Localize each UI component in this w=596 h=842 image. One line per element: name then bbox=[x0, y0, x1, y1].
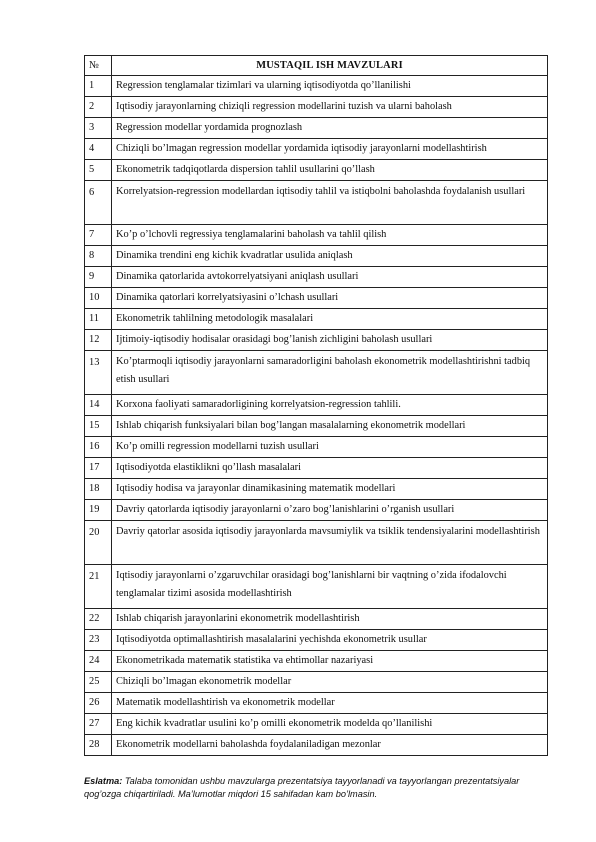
row-number: 25 bbox=[85, 672, 112, 693]
topic-title: Dinamika qatorlari korrelyatsiyasini o’lchash usullari bbox=[112, 288, 548, 309]
table-row bbox=[85, 609, 548, 630]
row-number: 14 bbox=[85, 395, 112, 416]
table-row bbox=[85, 309, 548, 330]
footnote-text: Talaba tomonidan ushbu mavzularga prezentatsiya tayyorlanadi va tayyorlangan prezentatsiyalar qog’ozga chiqartiriladi. Ma’lumotlar miqdori 15 sahifadan kam bo’lmasin. bbox=[84, 776, 520, 799]
topic-title: Ishlab chiqarish jarayonlarini ekonometrik modellashtirish bbox=[112, 609, 548, 630]
table-row bbox=[85, 630, 548, 651]
table-row bbox=[85, 651, 548, 672]
table-row bbox=[85, 139, 548, 160]
topic-title: Ko’p o’lchovli regressiya tenglamalarini baholash va tahlil qilish bbox=[112, 225, 548, 246]
topic-title: Iqtisodiyotda elastiklikni qo’llash masalalari bbox=[112, 458, 548, 479]
row-number: 26 bbox=[85, 693, 112, 714]
topic-title: Eng kichik kvadratlar usulini ko’p omilli ekonometrik modelda qo’llanilishi bbox=[112, 714, 548, 735]
topic-title: Korrelyatsion-regression modellardan iqtisodiy tahlil va istiqbolni baholashda foydalanish usullari bbox=[112, 181, 548, 225]
row-number: 19 bbox=[85, 500, 112, 521]
row-number: 11 bbox=[85, 309, 112, 330]
row-number: 10 bbox=[85, 288, 112, 309]
table-title: MUSTAQIL ISH MAVZULARI bbox=[112, 56, 548, 76]
row-number: 16 bbox=[85, 437, 112, 458]
topics-table bbox=[84, 55, 548, 756]
topic-title: Regression modellar yordamida prognozlash bbox=[112, 118, 548, 139]
table-row bbox=[85, 118, 548, 139]
topic-title: Ko’p omilli regression modellarni tuzish usullari bbox=[112, 437, 548, 458]
topic-title: Chiziqli bo’lmagan ekonometrik modellar bbox=[112, 672, 548, 693]
row-number: 3 bbox=[85, 118, 112, 139]
row-number: 21 bbox=[85, 565, 112, 609]
table-row bbox=[85, 351, 548, 395]
table-header-row bbox=[85, 56, 548, 76]
number-column-header: № bbox=[85, 56, 112, 76]
topic-title: Iqtisodiy jarayonlarning chiziqli regression modellarini tuzish va ularni baholash bbox=[112, 97, 548, 118]
table-row bbox=[85, 458, 548, 479]
table-row bbox=[85, 181, 548, 225]
row-number: 13 bbox=[85, 351, 112, 395]
topic-title: Chiziqli bo’lmagan regression modellar yordamida iqtisodiy jarayonlarni modellashtirish bbox=[112, 139, 548, 160]
table-row bbox=[85, 225, 548, 246]
topic-title: Iqtisodiy jarayonlarni o’zgaruvchilar orasidagi bog’lanishlarni bir vaqtning o’zida ifodalovchi tenglamalar tizimi asosida modellashtirish bbox=[112, 565, 548, 609]
topic-title: Iqtisodiy hodisa va jarayonlar dinamikasining matematik modellari bbox=[112, 479, 548, 500]
table-row bbox=[85, 160, 548, 181]
row-number: 5 bbox=[85, 160, 112, 181]
table-row bbox=[85, 246, 548, 267]
topic-title: Ekonometrik tahlilning metodologik masalalari bbox=[112, 309, 548, 330]
table-row bbox=[85, 672, 548, 693]
topic-title: Korxona faoliyati samaradorligining korrelyatsion-regression tahlili. bbox=[112, 395, 548, 416]
row-number: 2 bbox=[85, 97, 112, 118]
topic-title: Iqtisodiyotda optimallashtirish masalalarini yechishda ekonometrik usullar bbox=[112, 630, 548, 651]
table-row bbox=[85, 288, 548, 309]
table-row bbox=[85, 693, 548, 714]
row-number: 28 bbox=[85, 735, 112, 756]
table-row bbox=[85, 735, 548, 756]
topic-title: Ekonometrik tadqiqotlarda dispersion tahlil usullarini qo’llash bbox=[112, 160, 548, 181]
row-number: 1 bbox=[85, 76, 112, 97]
topic-title: Davriy qatorlarda iqtisodiy jarayonlarni o’zaro bog’lanishlarini o’rganish usullari bbox=[112, 500, 548, 521]
row-number: 9 bbox=[85, 267, 112, 288]
table-row bbox=[85, 416, 548, 437]
row-number: 24 bbox=[85, 651, 112, 672]
row-number: 8 bbox=[85, 246, 112, 267]
table-row bbox=[85, 565, 548, 609]
table-row bbox=[85, 521, 548, 565]
table-row bbox=[85, 267, 548, 288]
row-number: 22 bbox=[85, 609, 112, 630]
row-number: 20 bbox=[85, 521, 112, 565]
topic-title: Ekonometrikada matematik statistika va ehtimollar nazariyasi bbox=[112, 651, 548, 672]
row-number: 4 bbox=[85, 139, 112, 160]
table-row bbox=[85, 437, 548, 458]
topic-title: Ekonometrik modellarni baholashda foydalaniladigan mezonlar bbox=[112, 735, 548, 756]
row-number: 6 bbox=[85, 181, 112, 225]
row-number: 27 bbox=[85, 714, 112, 735]
table-row bbox=[85, 97, 548, 118]
table-row bbox=[85, 330, 548, 351]
topic-title: Regression tenglamalar tizimlari va ularning iqtisodiyotda qo’llanilishi bbox=[112, 76, 548, 97]
row-number: 23 bbox=[85, 630, 112, 651]
table-row bbox=[85, 479, 548, 500]
footnote-label: Eslatma: bbox=[84, 776, 123, 786]
row-number: 17 bbox=[85, 458, 112, 479]
row-number: 15 bbox=[85, 416, 112, 437]
topic-title: Ishlab chiqarish funksiyalari bilan bog’langan masalalarning ekonometrik modellari bbox=[112, 416, 548, 437]
topic-title: Dinamika trendini eng kichik kvadratlar usulida aniqlash bbox=[112, 246, 548, 267]
row-number: 7 bbox=[85, 225, 112, 246]
table-row bbox=[85, 76, 548, 97]
table-row bbox=[85, 395, 548, 416]
topic-title: Ijtimoiy-iqtisodiy hodisalar orasidagi bog’lanish zichligini baholash usullari bbox=[112, 330, 548, 351]
footnote bbox=[84, 775, 554, 801]
topic-title: Matematik modellashtirish va ekonometrik modellar bbox=[112, 693, 548, 714]
row-number: 18 bbox=[85, 479, 112, 500]
table-row bbox=[85, 500, 548, 521]
table-row bbox=[85, 714, 548, 735]
topics-table-container bbox=[84, 55, 547, 756]
topic-title: Dinamika qatorlarida avtokorrelyatsiyani aniqlash usullari bbox=[112, 267, 548, 288]
row-number: 12 bbox=[85, 330, 112, 351]
topic-title: Ko’ptarmoqli iqtisodiy jarayonlarni samaradorligini baholash ekonometrik modellashtirishni tadbiq etish usullari bbox=[112, 351, 548, 395]
topic-title: Davriy qatorlar asosida iqtisodiy jarayonlarda mavsumiylik va tsiklik tendensiyalarini modellashtirish bbox=[112, 521, 548, 565]
